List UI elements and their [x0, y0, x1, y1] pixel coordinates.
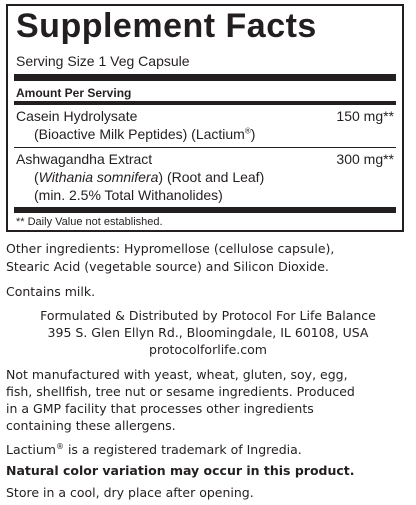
trademark-notice: Lactium® is a registered trademark of Ingredia. [6, 441, 302, 457]
thick-divider [14, 74, 396, 81]
storage-instruction: Store in a cool, dry place after opening. [6, 485, 254, 500]
contains-statement: Contains milk. [6, 284, 96, 299]
serving-size: Serving Size 1 Veg Capsule [16, 53, 190, 69]
distributor-address: 395 S. Glen Ellyn Rd., Bloomingdale, IL 60108, USA [47, 325, 369, 340]
ingredient-name: Ashwagandha Extract [16, 151, 153, 167]
other-ingredients-line: Other ingredients: Hypromellose (cellulose capsule), [6, 241, 335, 256]
row-divider [14, 147, 396, 148]
ingredient-standardization: (min. 2.5% Total Withanolides) [34, 187, 223, 203]
ingredient-subtitle: (Bioactive Milk Peptides) (Lactium®) [34, 126, 256, 142]
distributor-line: Formulated & Distributed by Protocol For Life Balance [40, 308, 376, 323]
allergen-statement-line: containing these allergens. [6, 418, 176, 433]
amount-per-serving-heading: Amount Per Serving [16, 86, 132, 100]
allergen-statement-line: in a GMP facility that processes other ingredients [6, 401, 314, 416]
ingredient-amount: 300 mg** [336, 151, 394, 167]
ingredient-amount: 150 mg** [336, 108, 394, 124]
allergen-statement-line: fish, shellfish, tree nut or sesame ingredients. Produced [6, 384, 355, 399]
thick-divider [14, 207, 396, 213]
ingredient-name: Casein Hydrolysate [16, 108, 138, 124]
medium-divider [14, 101, 396, 105]
panel-title: Supplement Facts [16, 7, 317, 45]
distributor-website: protocolforlife.com [149, 342, 267, 357]
other-ingredients-line: Stearic Acid (vegetable source) and Silicon Dioxide. [6, 259, 329, 274]
color-variation-note: Natural color variation may occur in this product. [6, 463, 355, 478]
daily-value-footnote: ** Daily Value not established. [16, 216, 163, 228]
supplement-facts-panel [6, 4, 404, 232]
allergen-statement-line: Not manufactured with yeast, wheat, gluten, soy, egg, [6, 367, 348, 382]
ingredient-subtitle: (Withania somnifera) (Root and Leaf) [34, 169, 265, 185]
